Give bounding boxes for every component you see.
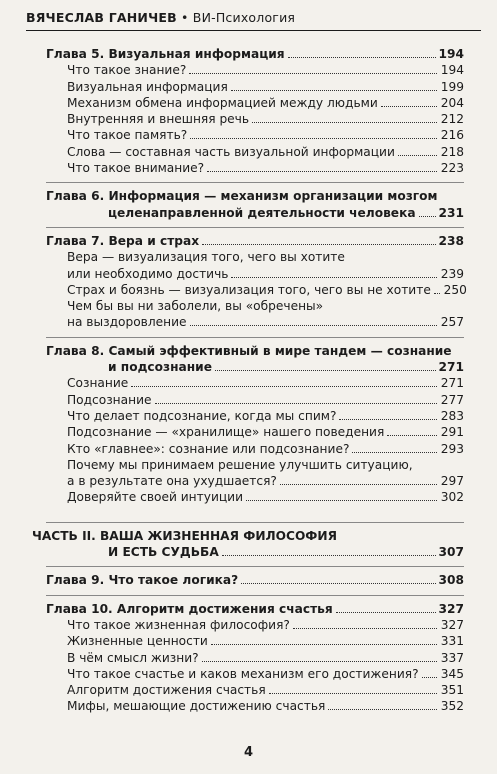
toc-page-number: 194	[438, 47, 464, 61]
toc-item-title: Что такое жизненная философия?	[67, 617, 290, 632]
toc-leader-dots	[288, 57, 436, 58]
toc-leader-dots	[252, 122, 437, 123]
toc-leader-dots	[190, 138, 437, 139]
toc-item-line1[interactable]: Почему мы принимаем решение улучшить ситуацию,	[67, 457, 413, 472]
toc-chapter-title: Глава 9. Что такое логика?	[46, 573, 239, 588]
toc-chapter-title: целенаправленной деятельности человека	[108, 205, 416, 220]
section-divider	[46, 337, 464, 338]
header-book-title: ВИ-Психология	[192, 10, 296, 25]
header-separator: •	[181, 10, 189, 25]
toc-chapter-7[interactable]	[46, 233, 464, 249]
table-of-contents	[32, 46, 467, 715]
toc-item-title: Визуальная информация	[67, 79, 228, 94]
toc-item-title: Механизм обмена информацией между людьми	[67, 95, 378, 110]
toc-chapter-9[interactable]	[46, 572, 464, 588]
running-header	[26, 10, 481, 31]
toc-item[interactable]	[46, 144, 464, 160]
toc-page-number: 337	[440, 650, 464, 665]
toc-page-number: 351	[440, 683, 464, 698]
toc-item[interactable]	[46, 633, 464, 649]
toc-chapter-8-line1[interactable]: Глава 8. Самый эффективный в мире тандем — сознание	[46, 343, 452, 358]
toc-leader-dots	[269, 693, 437, 694]
toc-page-number: 291	[440, 425, 464, 440]
toc-leader-dots	[352, 452, 437, 453]
toc-item-title: Кто «главнее»: сознание или подсознание?	[67, 441, 350, 456]
toc-page-number: 293	[440, 441, 464, 456]
toc-item[interactable]	[46, 314, 464, 330]
toc-item[interactable]	[46, 111, 464, 127]
toc-item[interactable]	[46, 392, 464, 408]
spacer	[46, 506, 464, 516]
toc-page-number: 327	[438, 601, 464, 616]
toc-page-number: 345	[440, 666, 464, 681]
toc-page-number: 331	[440, 634, 464, 649]
toc-leader-dots	[280, 484, 437, 485]
toc-page-number: 307	[438, 545, 464, 560]
toc-chapter-10[interactable]	[46, 601, 464, 617]
section-divider	[46, 595, 464, 596]
toc-leader-dots	[387, 435, 437, 436]
toc-leader-dots	[211, 644, 437, 645]
toc-part-title: И ЕСТЬ СУДЬБА	[108, 545, 219, 560]
toc-leader-dots	[215, 370, 436, 371]
toc-leader-dots	[434, 293, 440, 294]
toc-page-number: 352	[440, 699, 464, 714]
toc-item[interactable]	[46, 375, 464, 391]
toc-chapter-6-line1[interactable]: Глава 6. Информация — механизм организации мозгом	[46, 189, 438, 204]
toc-chapter-title: Глава 5. Визуальная информация	[46, 47, 285, 61]
toc-item-title: а в результате она ухудшается?	[67, 474, 277, 489]
toc-item-line1[interactable]: Вера — визуализация того, чего вы хотите	[67, 250, 345, 265]
toc-item[interactable]	[46, 95, 464, 111]
toc-item[interactable]	[46, 698, 464, 714]
toc-part-2-line1[interactable]: ЧАСТЬ II. ВАША ЖИЗНЕННАЯ ФИЛОСОФИЯ	[32, 528, 337, 543]
toc-leader-dots	[422, 677, 437, 678]
toc-page-number: 194	[440, 63, 464, 78]
toc-page-number: 327	[440, 617, 464, 632]
toc-item[interactable]	[46, 489, 464, 505]
toc-leader-dots	[131, 386, 437, 387]
toc-item[interactable]	[46, 424, 464, 440]
toc-leader-dots	[207, 171, 437, 172]
toc-item-title: Подсознание	[67, 392, 152, 407]
toc-leader-dots	[293, 628, 437, 629]
toc-page-number: 277	[440, 392, 464, 407]
toc-item-title: на выздоровление	[67, 315, 187, 330]
toc-leader-dots	[202, 661, 437, 662]
toc-item[interactable]	[46, 79, 464, 95]
toc-page-number: 271	[438, 360, 464, 375]
toc-page-number: 308	[438, 573, 464, 588]
toc-leader-dots	[246, 500, 437, 501]
toc-page-number: 297	[440, 474, 464, 489]
toc-page-number: 212	[440, 112, 464, 127]
toc-leader-dots	[328, 709, 437, 710]
toc-item-title: Что такое внимание?	[67, 161, 205, 176]
toc-page-number: 283	[440, 408, 464, 423]
toc-leader-dots	[419, 216, 436, 217]
toc-item[interactable]	[46, 441, 464, 457]
toc-page-number: 223	[440, 161, 464, 176]
toc-item-title: Внутренняя и внешняя речь	[67, 112, 250, 127]
toc-item-line1[interactable]: Чем бы вы ни заболели, вы «обречены»	[67, 299, 324, 314]
toc-leader-dots	[222, 555, 436, 556]
toc-page-number: 250	[443, 282, 467, 297]
toc-leader-dots	[339, 419, 437, 420]
toc-item-title: Мифы, мешающие достижению счастья	[67, 699, 326, 714]
toc-chapter-8[interactable]	[46, 359, 464, 375]
header-author: ВЯЧЕСЛАВ ГАНИЧЕВ	[26, 10, 177, 25]
toc-leader-dots	[189, 73, 437, 74]
toc-page-number: 271	[440, 376, 464, 391]
toc-item-title: В чём смысл жизни?	[67, 650, 199, 665]
toc-page-number: 204	[440, 95, 464, 110]
toc-leader-dots	[155, 403, 437, 404]
section-divider	[46, 566, 464, 567]
toc-item[interactable]	[46, 617, 464, 633]
toc-item-title: Что такое счастье и каков механизм его достижения?	[67, 666, 419, 681]
page-number: 4	[243, 745, 254, 760]
section-divider	[46, 227, 464, 228]
toc-leader-dots	[398, 155, 437, 156]
toc-leader-dots	[231, 277, 437, 278]
toc-page-number: 239	[440, 266, 464, 281]
toc-page-number: 302	[440, 490, 464, 505]
toc-item[interactable]	[46, 666, 464, 682]
toc-page-number: 238	[438, 233, 464, 248]
toc-item[interactable]	[46, 408, 464, 424]
toc-page-number: 199	[440, 79, 464, 94]
toc-chapter-title: Глава 7. Вера и страх	[46, 233, 200, 248]
toc-item-title: Что делает подсознание, когда мы спим?	[67, 408, 337, 423]
toc-item[interactable]	[46, 160, 464, 176]
toc-chapter-title: и подсознание	[108, 360, 212, 375]
toc-item-title: Подсознание — «хранилище» нашего поведения	[67, 425, 385, 440]
toc-item-title: Слова — составная часть визуальной информации	[67, 144, 395, 159]
section-divider	[46, 182, 464, 183]
toc-leader-dots	[202, 244, 435, 245]
toc-item-title: Жизненные ценности	[67, 634, 208, 649]
toc-page-number: 257	[440, 315, 464, 330]
toc-page-number: 216	[440, 128, 464, 143]
toc-item[interactable]	[46, 62, 464, 78]
toc-item-title: Что такое знание?	[67, 63, 187, 78]
toc-leader-dots	[231, 90, 437, 91]
toc-leader-dots	[241, 583, 435, 584]
toc-item-title: Доверяйте своей интуиции	[67, 490, 244, 505]
toc-item-title: Алгоритм достижения счастья	[67, 683, 266, 698]
toc-leader-dots	[336, 612, 436, 613]
toc-item[interactable]	[46, 473, 464, 489]
toc-chapter-title: Глава 10. Алгоритм достижения счастья	[46, 601, 333, 616]
toc-chapter-6[interactable]	[46, 205, 464, 221]
toc-item-title: Что такое память?	[67, 128, 188, 143]
toc-item[interactable]	[46, 266, 464, 282]
toc-part-2[interactable]	[32, 544, 464, 560]
toc-item[interactable]	[46, 650, 464, 666]
toc-item-title: Сознание	[67, 376, 129, 391]
toc-item[interactable]	[46, 682, 464, 698]
toc-item-title: Страх и боязнь — визуализация того, чего вы не хотите	[67, 282, 431, 297]
section-divider	[46, 522, 464, 523]
toc-leader-dots	[190, 325, 437, 326]
toc-page-number: 218	[440, 144, 464, 159]
toc-item[interactable]	[46, 282, 467, 298]
toc-chapter-5[interactable]	[46, 46, 464, 62]
toc-page-number: 231	[438, 205, 464, 220]
toc-leader-dots	[381, 106, 437, 107]
toc-item-title: или необходимо достичь	[67, 266, 229, 281]
toc-item[interactable]	[46, 127, 464, 143]
